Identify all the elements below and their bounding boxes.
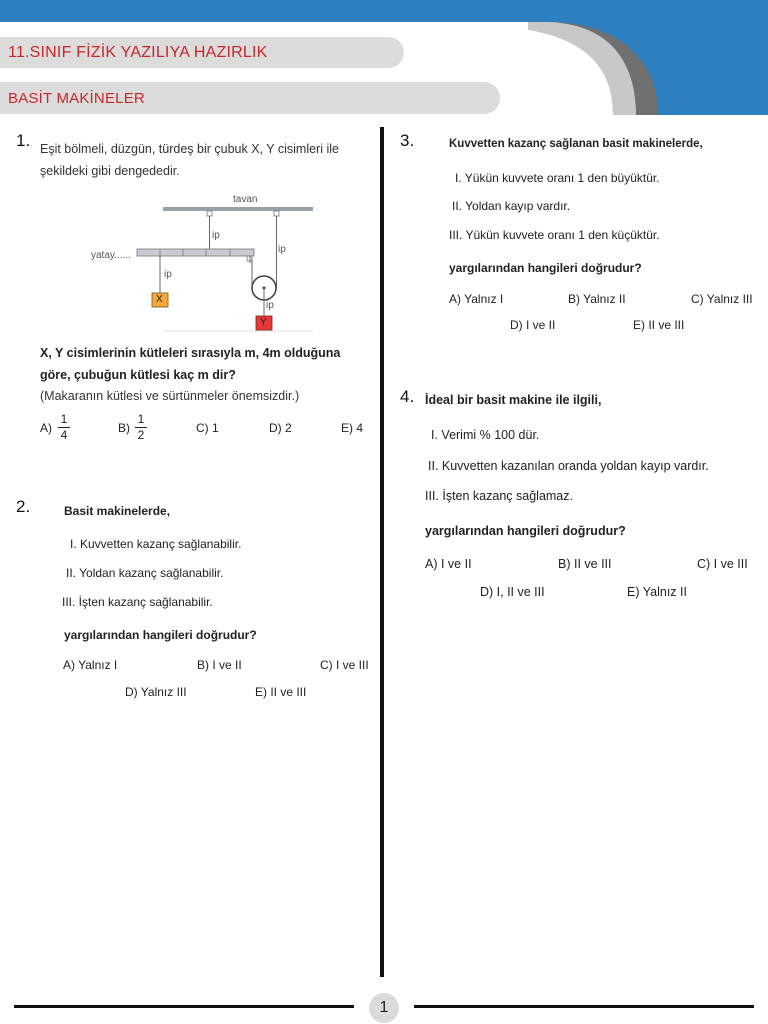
- q4-option-c[interactable]: C) I ve III: [697, 557, 748, 571]
- figure-label-ceiling: tavan: [233, 194, 258, 205]
- header-corner-decoration: [508, 0, 768, 115]
- q3-option-d[interactable]: D) I ve II: [510, 318, 556, 332]
- question-2-prompt: yargılarından hangileri doğrudur?: [64, 628, 257, 642]
- question-3-item-3: III. Yükün kuvvete oranı 1 den küçüktür.: [449, 228, 660, 242]
- q1-option-d[interactable]: D) 2: [269, 421, 292, 435]
- q2-option-b[interactable]: B) I ve II: [197, 658, 242, 672]
- page-title: 11.SINIF FİZİK YAZILIYA HAZIRLIK: [8, 44, 268, 61]
- question-1-prompt-line2: göre, çubuğun kütlesi kaç m dir?: [40, 368, 236, 382]
- q4-option-a[interactable]: A) I ve II: [425, 557, 472, 571]
- question-2-item-3: III. İşten kazanç sağlanabilir.: [62, 595, 213, 609]
- question-3-item-1: I. Yükün kuvvete oranı 1 den büyüktür.: [455, 171, 660, 185]
- column-divider: [380, 127, 384, 977]
- figure-label-rope-x: ip: [164, 269, 172, 280]
- q3-option-b[interactable]: B) Yalnız II: [568, 292, 626, 306]
- q2-option-d[interactable]: D) Yalnız III: [125, 685, 187, 699]
- figure-label-rope-right: ip: [278, 244, 286, 255]
- question-3-number: 3.: [400, 131, 415, 150]
- question-3-prompt: yargılarından hangileri doğrudur?: [449, 261, 642, 275]
- figure-label-rope-left: ip: [212, 230, 220, 241]
- page-number: 1: [369, 993, 399, 1023]
- question-2-number: 2.: [16, 497, 31, 516]
- question-2-item-2: II. Yoldan kazanç sağlanabilir.: [66, 566, 224, 580]
- q1-option-a-label[interactable]: A): [40, 421, 52, 435]
- figure-mass-y-label: Y: [260, 317, 267, 328]
- question-4-item-3: III. İşten kazanç sağlamaz.: [425, 489, 573, 503]
- q3-option-e[interactable]: E) II ve III: [633, 318, 685, 332]
- question-1-prompt-line1: X, Y cisimlerinin kütleleri sırasıyla m, 4m olduğuna: [40, 346, 341, 360]
- question-4-prompt: yargılarından hangileri doğrudur?: [425, 524, 626, 538]
- question-4-item-2: II. Kuvvetten kazanılan oranda yoldan kayıp vardır.: [428, 459, 709, 473]
- q1-option-b-fraction: 1 2: [135, 413, 147, 442]
- q1-option-c[interactable]: C) 1: [196, 421, 219, 435]
- footer-line-left: [14, 1005, 354, 1008]
- question-4-number: 4.: [400, 387, 415, 406]
- figure-label-rope-y: ip: [266, 300, 274, 311]
- question-3-item-2: II. Yoldan kayıp vardır.: [452, 199, 571, 213]
- question-3-title: Kuvvetten kazanç sağlanan basit makinelerde,: [449, 138, 703, 150]
- question-1-figure: [85, 190, 320, 335]
- q2-option-a[interactable]: A) Yalnız I: [63, 658, 118, 672]
- question-1-number: 1.: [16, 131, 31, 150]
- q2-option-c[interactable]: C) I ve III: [320, 658, 369, 672]
- q4-option-e[interactable]: E) Yalnız II: [627, 585, 687, 599]
- q3-option-c[interactable]: C) Yalnız III: [691, 292, 753, 306]
- figure-label-horizontal: yatay......: [91, 250, 131, 261]
- question-1-text-line1: Eşit bölmeli, düzgün, türdeş bir çubuk X, Y cisimleri ile: [40, 142, 339, 156]
- figure-mass-x-label: X: [156, 294, 163, 305]
- page-subtitle: BASİT MAKİNELER: [8, 90, 145, 107]
- q2-option-e[interactable]: E) II ve III: [255, 685, 307, 699]
- q1-option-a-fraction: 1 4: [58, 413, 70, 442]
- question-2-item-1: I. Kuvvetten kazanç sağlanabilir.: [70, 537, 242, 551]
- question-2-title: Basit makinelerde,: [64, 504, 171, 518]
- question-4-title: İdeal bir basit makine ile ilgili,: [425, 393, 602, 407]
- q3-option-a[interactable]: A) Yalnız I: [449, 292, 504, 306]
- question-1-note: (Makaranın kütlesi ve sürtünmeler önemsizdir.): [40, 389, 300, 403]
- q1-option-b-label[interactable]: B): [118, 421, 130, 435]
- q1-option-e[interactable]: E) 4: [341, 421, 364, 435]
- question-1-text-line2: şekildeki gibi dengededir.: [40, 164, 180, 178]
- q4-option-d[interactable]: D) I, II ve III: [480, 585, 545, 599]
- q4-option-b[interactable]: B) II ve III: [558, 557, 612, 571]
- question-4-item-1: I. Verimi % 100 dür.: [431, 428, 540, 442]
- footer-line-right: [414, 1005, 754, 1008]
